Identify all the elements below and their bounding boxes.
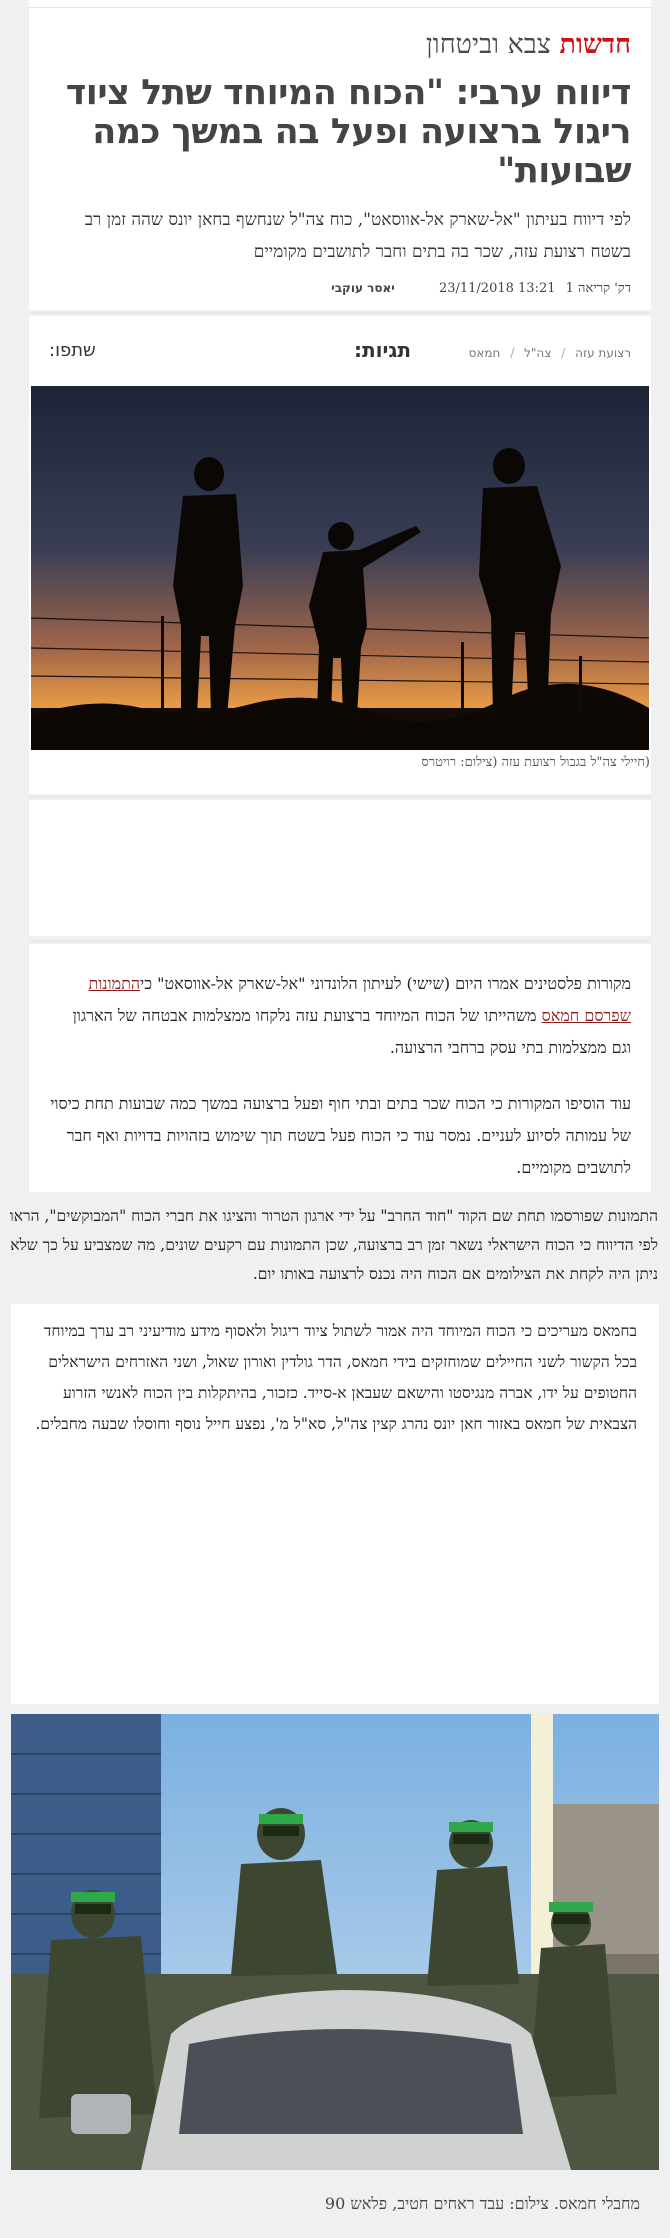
- share-label[interactable]: שתפו:: [49, 340, 96, 361]
- hamas-parade-photo-illustration: [11, 1714, 659, 2170]
- header-divider: [29, 312, 651, 314]
- caption-divider: [29, 796, 651, 798]
- body-paragraph-3: התמונות שפורסמו תחת שם הקוד "חוד החרב" על ידי ארגון הטרור והציגו את חברי הכוח "המבוקשים", הראו לפי הדיווח כי הכוח הישראלי נשאר זמן רב ברצועה, שכן התמונות עם רקעים שונים, מה שמצביע על כך שלא ניתן היה לקחת את הצילומים אם הכוח היה נכנס לרצועה באותו יום.: [9, 1207, 658, 1283]
- ad-placeholder: [29, 800, 651, 936]
- body-paragraph-4: בחמאס מעריכים כי הכוח המיוחד היה אמור לשתול ציוד ריגול ולאסוף מידע מודיעיני רב ערך במיוחד בכל הקשור לשני החיילים שמוחזקים בידי חמאס, הדר גולדין ואורון שאול, ושני האזרחים הישראלים החטופים על ידו, אברה מנגיסטו והישאם שעבאן א-סייד. כזכור, בהיתקלות בין הכוח לאנשי הזרוע הצבאית של חמאס באזור חאן יונס נהרג קצין צה"ל, סא"ל מ', נפצע חייל נוסף וחוסלו שבעה מחבלים.: [35, 1322, 637, 1433]
- author-name[interactable]: יאסר עוקבי: [331, 281, 395, 295]
- body-paragraph-2: עוד הוסיפו המקורות כי הכוח שכר בתים ובתי חוף ופעל ברצועה במשך כמה שבועות תחת כיסוי של עמותה לסיוע לעניים. נמסר עוד כי הכוח פעל בשטח תוך שימוש בזהויות בדויות ואף חבר לתושבים מקומיים.: [50, 1094, 631, 1177]
- tag-list: רצועת עזה / צה"ל / חמאס: [468, 346, 631, 360]
- tags-label: תגיות:: [353, 338, 411, 362]
- top-bar: [29, 0, 651, 8]
- tags-row: [49, 336, 631, 366]
- section-news-link[interactable]: חדשות: [559, 29, 631, 60]
- read-time: דק' קריאה 1: [565, 281, 631, 296]
- p1-text-end: משהייתו של הכוח המיוחד ברצועת עזה נלקחו ממצלמות אבטחה של הארגון וגם ממצלמות בתי עסק ברחבי הרצועה.: [72, 1006, 631, 1057]
- soldiers-silhouette-photo: [31, 386, 649, 750]
- article-body-card-2: [11, 1304, 659, 1704]
- tag-idf[interactable]: צה"ל: [524, 346, 552, 360]
- article-header-card: [29, 8, 651, 310]
- sunset-photo-illustration: [31, 386, 649, 750]
- photo2-caption: מחבלי חמאס. צילום: עבד ראחים חטיב, פלאש 90: [324, 2194, 640, 2213]
- article-headline: דיווח ערבי: "הכוח המיוחד שתל ציוד ריגול ברצועה ופעל בה במשך כמה שבועות": [65, 73, 631, 191]
- article-subtitle: לפי דיווח בעיתון "אל-שארק אל-אווסאט", כוח צה"ל שנחשף בחאן יונס שהה זמן רב בשטח רצועת עזה, שכר בה בתים וחבר לתושבים מקומיים: [84, 210, 631, 262]
- hamas-fighters-photo: [11, 1714, 659, 2170]
- section-breadcrumb[interactable]: [49, 28, 631, 62]
- tag-gaza[interactable]: רצועת עזה: [575, 346, 631, 360]
- article-body-card: [29, 944, 651, 1192]
- hamas-photos-link[interactable]: התמונות שפרסם חמאס: [88, 974, 631, 1025]
- ad-divider: [29, 940, 651, 942]
- body-paragraph-1: [49, 968, 631, 1064]
- p1-text-start: מקורות פלסטינים אמרו היום (שישי) לעיתון הלונדוני "אל-שארק אל-אווסאט" כי: [140, 974, 631, 993]
- tag-hamas[interactable]: חמאס: [468, 346, 501, 360]
- section-main-link[interactable]: צבא וביטחון: [425, 29, 551, 60]
- article-meta: [49, 280, 631, 296]
- publish-datetime: 13:21 23/11/2018: [438, 281, 556, 296]
- photo1-caption: (חיילי צה"ל בגבול רצועת עזה (צילום: רויטרס: [421, 755, 650, 770]
